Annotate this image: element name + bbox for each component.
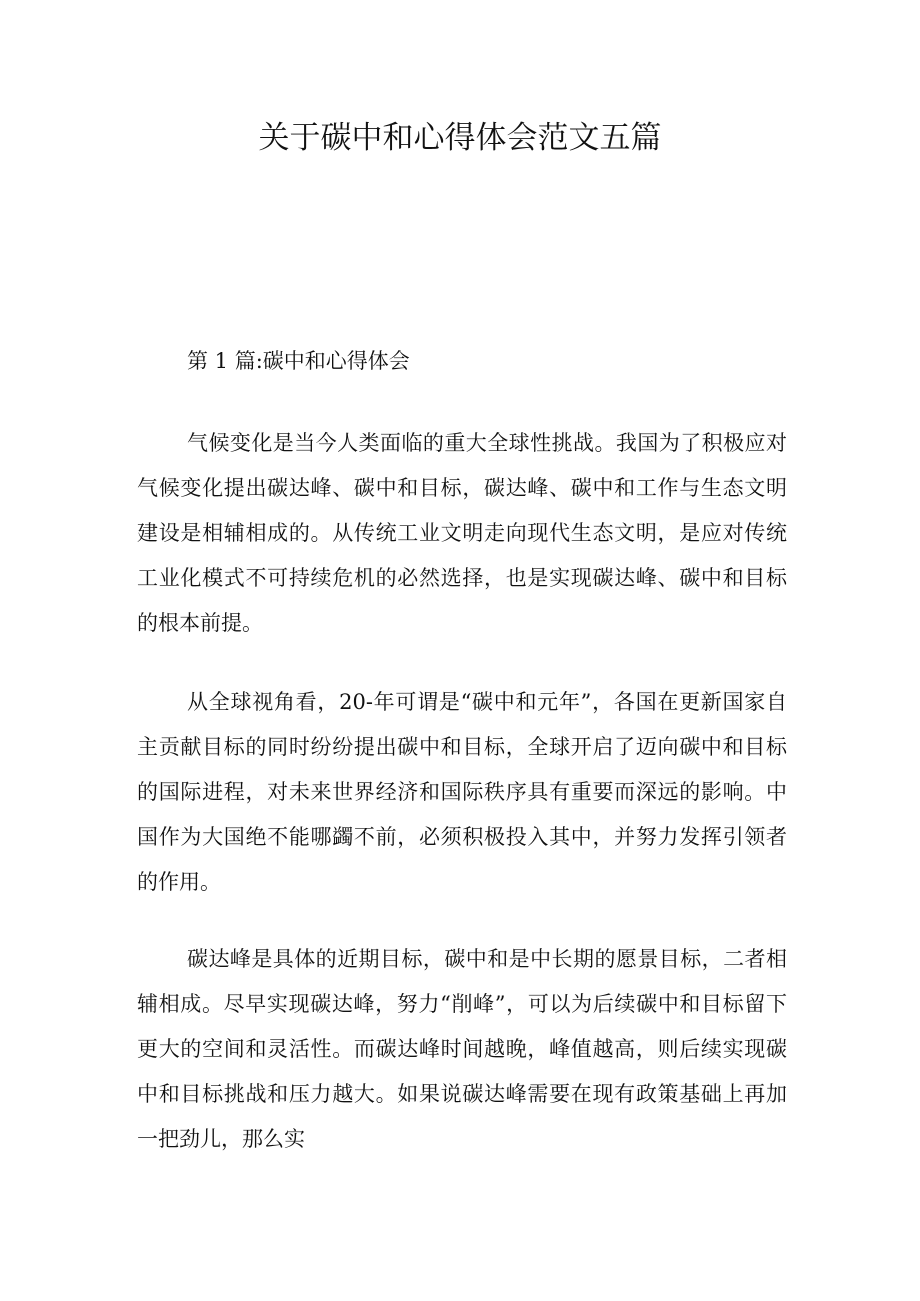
document-title: 关于碳中和心得体会范文五篇: [258, 120, 662, 156]
paragraph-2: 从全球视角看，20-年可谓是“碳中和元年”，各国在更新国家自主贡献目标的同时纷纷提出碳中和目标，全球开启了迈向碳中和目标的国际进程，对未来世界经济和国际秩序具有重要而深远的影响。中国作为大国绝不能哪蠲不前，必须积极投入其中，并努力发挥引领者的作用。: [137, 690, 787, 894]
section-heading: 第 1 篇:碳中和心得体会: [187, 349, 410, 373]
paragraph-3: 碳达峰是具体的近期目标，碳中和是中长期的愿景目标，二者相辅相成。尽早实现碳达峰，努力“削峰”，可以为后续碳中和目标留下更大的空间和灵活性。而碳达峰时间越晚，峰值越高，则后续实现碳中和目标挑战和压力越大。如果说碳达峰需要在现有政策基础上再加一把劲儿，那么实: [137, 947, 787, 1151]
paragraph-1: 气候变化是当今人类面临的重大全球性挑战。我国为了积极应对气候变化提出碳达峰、碳中和目标，碳达峰、碳中和工作与生态文明建设是相辅相成的。从传统工业文明走向现代生态文明，是应对传统工业化模式不可持续危机的必然选择，也是实现碳达峰、碳中和目标的根本前提。: [137, 431, 787, 635]
